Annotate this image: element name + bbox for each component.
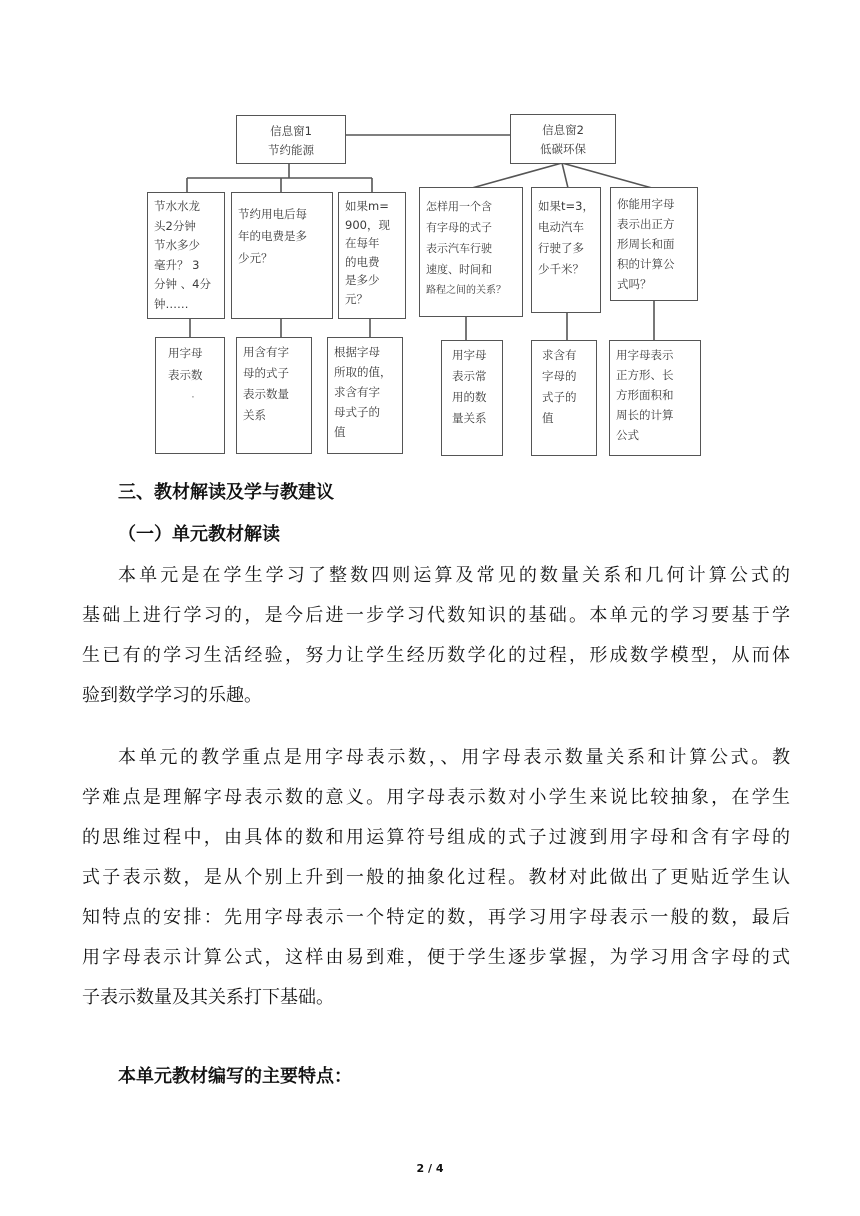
question-4-line: 怎样用一个含: [426, 200, 492, 213]
answer-6-line: 方形面积和: [616, 388, 674, 402]
question-1-line: 节水水龙: [154, 199, 200, 213]
paragraph-1-line: 本单元是在学生学习了整数四则运算及常见的数量关系和几何计算公式的: [118, 565, 790, 586]
question-5-line: 如果t=3，: [538, 199, 594, 213]
question-node-6: [610, 187, 698, 301]
question-node-2: [231, 192, 333, 319]
question-5-line: 少千米？: [538, 262, 584, 276]
question-6-line: 积的计算公: [617, 257, 675, 271]
answer-3-line: 母式子的: [334, 405, 380, 419]
question-1-line: 毫升？ 3: [154, 257, 200, 272]
question-node-4: [419, 187, 523, 317]
question-6-line: 你能用字母: [617, 197, 675, 211]
section-title: 三、教材解读及学与教建议: [118, 482, 334, 503]
paragraph-1-line: 验到数学学习的乐趣。: [82, 685, 262, 706]
answer-2-line: 用含有字: [243, 345, 289, 359]
question-1-line: 节水多少: [154, 238, 200, 252]
answer-3-line: 求含有字: [334, 385, 380, 399]
subsection-title: （一）单元教材解读: [118, 524, 280, 545]
answer-3-line: 根据字母: [334, 345, 380, 359]
answer-3-line: 值: [334, 425, 346, 439]
answer-4-line: 表示常: [452, 369, 487, 383]
root-node-right: [510, 114, 616, 164]
answer-5-line: 求含有: [542, 348, 577, 362]
answer-node-1: [155, 337, 225, 454]
question-5-line: 行驶了多: [538, 241, 584, 255]
question-5-line: 电动汽车: [538, 220, 584, 234]
question-6-line: 表示出正方: [617, 217, 675, 231]
answer-2-line: 关系: [243, 408, 266, 422]
question-3-line: 元？: [345, 291, 368, 306]
answer-6-line: 正方形、长: [616, 368, 674, 382]
question-node-1: [147, 192, 225, 319]
question-node-5: [531, 187, 601, 313]
question-2-line: 年的电费是多: [238, 229, 307, 243]
answer-1-line: 用字母: [168, 346, 203, 360]
paragraph-2-line: 式子表示数，是从个别上升到一般的抽象化过程。教材对此做出了更贴近学生认: [82, 867, 790, 888]
question-1-line: 分钟 、4分: [154, 277, 211, 291]
root-right-line-1: 信息窗2: [542, 123, 584, 137]
answer-6-line: 用字母表示: [616, 348, 674, 362]
paragraph-2-line: 的思维过程中，由具体的数和用运算符号组成的式子过渡到用字母和含有字母的: [82, 827, 790, 848]
answer-1-mark: ·: [191, 390, 195, 404]
right-branch-q4-line: [472, 163, 562, 188]
question-4-line: 速度、时间和: [426, 263, 492, 276]
question-3-line: 在每年: [345, 236, 380, 250]
question-6-line: 形周长和面: [617, 237, 675, 251]
answer-node-3: [327, 337, 403, 454]
answer-1-line: 表示数: [168, 368, 203, 382]
question-1-line: 钟……: [154, 296, 189, 311]
answer-6-line: 公式: [616, 428, 639, 442]
root-right-line-2: 低碳环保: [540, 142, 586, 156]
answer-4-line: 用字母: [452, 348, 487, 362]
knowledge-structure-diagram: [0, 0, 860, 470]
answer-4-line: 用的数: [452, 390, 487, 404]
answer-node-2: [236, 337, 312, 454]
paragraph-2-line: 本单元的教学重点是用字母表示数，、用字母表示数量关系和计算公式。教: [118, 747, 790, 768]
answer-2-line: 表示数量: [243, 387, 289, 401]
answer-node-5: [531, 340, 597, 456]
root-left-line-2: 节约能源: [268, 143, 314, 157]
question-4-line: 有字母的式子: [426, 221, 492, 234]
question-2-line: 节约用电后每: [238, 207, 307, 221]
page-number: 2 / 4: [416, 1162, 444, 1175]
question-3-line: 900，现: [345, 217, 390, 232]
answer-node-4: [441, 340, 503, 456]
answer-6-line: 周长的计算: [616, 408, 674, 422]
answer-5-line: 值: [542, 411, 554, 425]
paragraph-1: [82, 556, 790, 716]
question-6-line: 式吗？: [617, 277, 652, 291]
paragraph-2-line: 用字母表示计算公式，这样由易到难，便于学生逐步掌握，为学习用含字母的式: [82, 947, 790, 968]
right-branch-q6-line: [562, 163, 652, 188]
paragraph-2: [82, 738, 790, 1018]
paragraph-2-line: 学难点是理解字母表示数的意义。用字母表示数对小学生来说比较抽象，在学生: [82, 787, 790, 808]
question-node-3: [338, 192, 406, 319]
answer-5-line: 式子的: [542, 390, 577, 404]
question-1-line: 头2分钟: [154, 218, 196, 233]
question-3-line: 是多少: [345, 273, 380, 287]
features-heading: 本单元教材编写的主要特点：: [118, 1066, 352, 1087]
paragraph-1-line: 生已有的学习生活经验，努力让学生经历数学化的过程，形成数学模型，从而体: [82, 645, 790, 666]
question-4-line: 路程之间的关系？: [426, 285, 506, 296]
answer-4-line: 量关系: [452, 411, 487, 425]
root-left-line-1: 信息窗1: [270, 124, 312, 138]
root-node-left: [236, 115, 346, 164]
paragraph-1-line: 基础上进行学习的，是今后进一步学习代数知识的基础。本单元的学习要基于学: [82, 605, 790, 626]
answer-3-line: 所取的值，: [334, 365, 392, 379]
question-3-line: 的电费: [345, 254, 380, 269]
right-branch-q5-line: [562, 163, 568, 188]
paragraph-2-line: 子表示数量及其关系打下基础。: [82, 987, 334, 1008]
question-4-line: 表示汽车行驶: [426, 242, 492, 255]
question-2-line: 少元？: [238, 251, 273, 265]
question-3-line: 如果m=: [345, 199, 389, 213]
answer-2-line: 母的式子: [243, 366, 289, 380]
answer-node-6: [609, 340, 701, 456]
answer-5-line: 字母的: [542, 369, 577, 383]
paragraph-2-line: 知特点的安排：先用字母表示一个特定的数，再学习用字母表示一般的数，最后: [82, 907, 790, 928]
